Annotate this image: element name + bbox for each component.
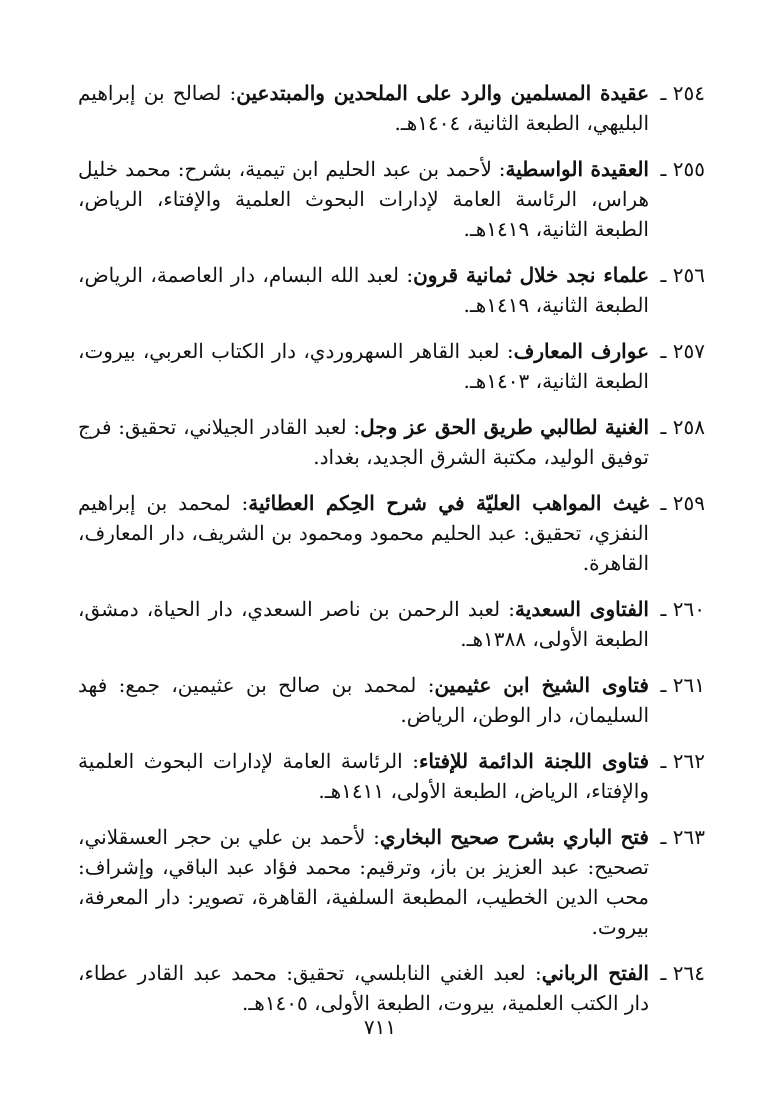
bibliography-entry-264 — [78, 958, 705, 1018]
entry-title: غيث المواهب العليّة في شرح الحِكم العطائية — [248, 491, 649, 515]
entry-title: عوارف المعارف — [513, 339, 649, 363]
entry-number: ٢٥٨ ـ — [660, 415, 705, 439]
entry-number: ٢٥٥ ـ — [660, 157, 705, 181]
bibliography-list — [78, 78, 705, 1034]
entry-number: ٢٦٠ ـ — [660, 597, 705, 621]
entry-title: عقيدة المسلمين والرد على الملحدين والمبتدعين — [236, 81, 650, 105]
entry-details: : لعبد الرحمن بن ناصر السعدي، دار الحياة، دمشق، الطبعة الأولى، ١٣٨٨هـ. — [78, 597, 649, 651]
entry-details: : لمحمد بن إبراهيم النفزي، تحقيق: عبد الحليم محمود ومحمود بن الشريف، دار المعارف، القاهرة. — [78, 491, 649, 575]
entry-details: : لعبد القاهر السهروردي، دار الكتاب العربي، بيروت، الطبعة الثانية، ١٤٠٣هـ. — [78, 339, 649, 393]
entry-details: : لصالح بن إبراهيم البليهي، الطبعة الثانية، ١٤٠٤هـ. — [78, 81, 649, 135]
entry-number: ٢٦٣ ـ — [660, 825, 705, 849]
entry-title: فتاوى الشيخ ابن عثيمين — [434, 673, 649, 697]
entry-title: العقيدة الواسطية — [505, 157, 649, 181]
entry-title: الغنية لطالبي طريق الحق عز وجل — [360, 415, 650, 439]
entry-number: ٢٦٤ ـ — [660, 961, 705, 985]
entry-number: ٢٦٢ ـ — [660, 749, 705, 773]
entry-title: علماء نجد خلال ثمانية قرون — [413, 263, 649, 287]
entry-details: : لعبد الله البسام، دار العاصمة، الرياض، الطبعة الثانية، ١٤١٩هـ. — [78, 263, 649, 317]
entry-number: ٢٥٩ ـ — [660, 491, 705, 515]
entry-number: ٢٥٦ ـ — [660, 263, 705, 287]
bibliography-entry-259 — [78, 488, 705, 578]
entry-number: ٢٦١ ـ — [660, 673, 705, 697]
entry-number: ٢٥٤ ـ — [660, 81, 705, 105]
entry-title: فتاوى اللجنة الدائمة للإفتاء — [418, 749, 649, 773]
bibliography-entry-256 — [78, 260, 705, 320]
entry-number: ٢٥٧ ـ — [660, 339, 705, 363]
entry-details: : لعبد الغني النابلسي، تحقيق: محمد عبد القادر عطاء، دار الكتب العلمية، بيروت، الطبعة الأولى، ١٤٠٥هـ. — [78, 961, 649, 1015]
entry-details: : لمحمد بن صالح بن عثيمين، جمع: فهد السليمان، دار الوطن، الرياض. — [78, 673, 649, 727]
entry-title: الفتاوى السعدية — [515, 597, 649, 621]
bibliography-entry-254 — [78, 78, 705, 138]
bibliography-entry-255 — [78, 154, 705, 244]
entry-details: : لأحمد بن عبد الحليم ابن تيمية، بشرح: محمد خليل هراس، الرئاسة العامة لإدارات البحوث العلمية والإفتاء، الرياض، الطبعة الثانية، ١٤١٩هـ. — [78, 157, 649, 241]
entry-title: فتح الباري بشرح صحيح البخاري — [379, 825, 649, 849]
bibliography-entry-263 — [78, 822, 705, 942]
entry-details: : الرئاسة العامة لإدارات البحوث العلمية والإفتاء، الرياض، الطبعة الأولى، ١٤١١هـ. — [78, 749, 649, 803]
bibliography-entry-260 — [78, 594, 705, 654]
bibliography-entry-257 — [78, 336, 705, 396]
entry-details: : لعبد القادر الجيلاني، تحقيق: فرج توفيق الوليد، مكتبة الشرق الجديد، بغداد. — [78, 415, 649, 469]
entry-title: الفتح الرباني — [541, 961, 649, 985]
page-number: ٧١١ — [363, 1015, 397, 1039]
bibliography-entry-261 — [78, 670, 705, 730]
entry-details: : لأحمد بن علي بن حجر العسقلاني، تصحيح: عبد العزيز بن باز، وترقيم: محمد فؤاد عبد الباقي، وإشراف: محب الدين الخطيب، المطبعة السلفية، القاهرة، تصوير: دار المعرفة، بيروت. — [78, 825, 649, 939]
bibliography-entry-258 — [78, 412, 705, 472]
bibliography-entry-262 — [78, 746, 705, 806]
